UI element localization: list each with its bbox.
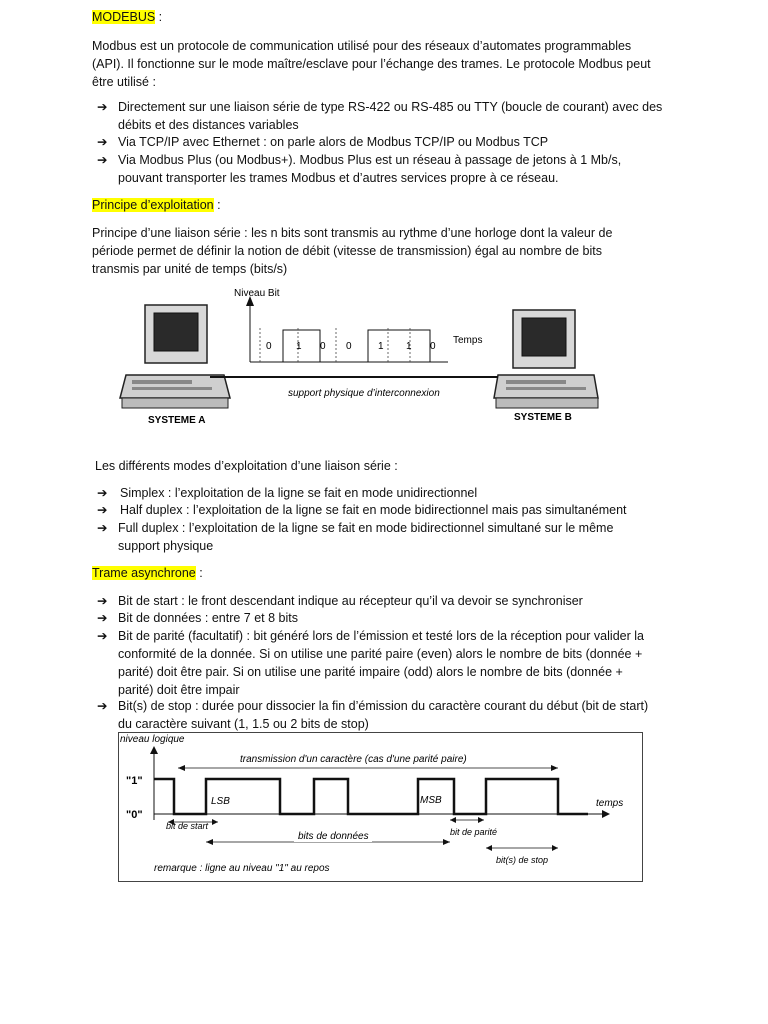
trame-bit-stop (118, 697, 688, 733)
principe-line-3: transmis par unité de temps (bits/s) (92, 262, 288, 276)
modbus-heading (92, 8, 162, 26)
arrow-bullet-icon: ➔ (97, 503, 108, 517)
bits-donnees-label: bits de données (298, 831, 369, 842)
trame-bit-stop-line-1: Bit(s) de stop : durée pour dissocier la fin d’émission du caractère courant du début (bit de start) (118, 699, 649, 713)
arrow-bullet-icon: ➔ (97, 153, 108, 167)
system-a-label: SYSTEME A (148, 415, 206, 426)
intro-line-1: Modbus est un protocole de communication utilisé pour des réseaux d’automates programmables (92, 39, 632, 53)
async-frame-diagram (118, 732, 644, 884)
bit-value: 0 (346, 341, 352, 352)
computer-a-icon (120, 305, 230, 408)
principe-line-1: Principe d’une liaison série : les n bits sont transmis au rythme d’une horloge dont la valeur de (92, 226, 613, 240)
arrow-bullet-icon: ➔ (97, 594, 108, 608)
trame-bit-stop-line-2: du caractère suivant (1, 1.5 ou 2 bits de stop) (118, 717, 369, 731)
bit-value: 1 (378, 341, 384, 352)
bullet-modbus-plus-line-2: pouvant transporter les trames Modbus et d’autres services propre à ce réseau. (118, 171, 559, 185)
temps-label: temps (596, 798, 624, 809)
niveau-bit-label: Niveau Bit (234, 288, 280, 299)
arrow-bullet-icon: ➔ (97, 699, 108, 713)
bit-parite-label: bit de parité (450, 827, 498, 837)
bullet-tcp: Via TCP/IP avec Ethernet : on parle alors de Modbus TCP/IP ou Modbus TCP (118, 135, 549, 149)
trame-bit-donnees: Bit de données : entre 7 et 8 bits (118, 611, 298, 625)
principe-title-colon: : (213, 198, 221, 212)
niveau-logique-label: niveau logique (120, 734, 185, 745)
transmission-label: transmission d'un caractère (cas d'une parité paire) (240, 754, 467, 765)
trame-bit-parite-line-1: Bit de parité (facultatif) : bit généré lors de l’émission et testé lors de la réception pour valider la (118, 629, 644, 643)
bit-value: 1 (296, 341, 302, 352)
principe-text (92, 224, 692, 278)
bullet-rs485 (118, 98, 678, 134)
modbus-intro (92, 37, 692, 91)
support-label: support physique d’interconnexion (288, 388, 440, 399)
trame-bit-parite-line-2: conformité de la donnée. Si on utilise une parité paire (even) alors le nombre de bits (donnée + (118, 647, 643, 661)
bullet-rs485-line-1: Directement sur une liaison série de type RS-422 ou RS-485 ou TTY (boucle de courant) avec des (118, 100, 663, 114)
remark-label: remarque : ligne au niveau "1" au repos (154, 863, 330, 874)
arrow-bullet-icon: ➔ (97, 486, 108, 500)
trame-bit-parite-line-3: parité) doit être pair. Si on utilise une parité impaire (odd) alors le nombre de bits (donnée + (118, 665, 623, 679)
level-1-label: "1" (126, 775, 143, 787)
intro-line-2: (API). Il fonctionne sur le mode maître/esclave pour l’échange des trames. Le protocole Modbus peut (92, 57, 651, 71)
principe-heading (92, 196, 221, 214)
level-0-label: "0" (126, 809, 143, 821)
intro-line-3: être utilisé : (92, 75, 156, 89)
arrow-bullet-icon: ➔ (97, 611, 108, 625)
temps-label: Temps (453, 335, 483, 346)
arrow-bullet-icon: ➔ (97, 521, 108, 535)
trame-bit-start: Bit de start : le front descendant indique au récepteur qu’il va devoir se synchroniser (118, 594, 583, 608)
modbus-title: MODEBUS (92, 10, 156, 24)
bit-value: 0 (266, 341, 272, 352)
lsb-label: LSB (211, 796, 230, 807)
mode-half-duplex: Half duplex : l’exploitation de la ligne se fait en mode bidirectionnel mais pas simultanément (120, 503, 627, 517)
bits-stop-label: bit(s) de stop (496, 855, 549, 865)
principe-line-2: période permet de définir la notion de débit (vitesse de transmission) égal au nombre de bits (92, 244, 603, 258)
computer-b-icon (494, 310, 598, 408)
msb-label: MSB (420, 795, 442, 806)
serial-link-diagram (110, 280, 610, 430)
bullet-modbus-plus (118, 151, 678, 187)
bit-start-label: bit de start (166, 821, 209, 831)
modbus-title-colon: : (155, 10, 163, 24)
arrow-bullet-icon: ➔ (97, 629, 108, 643)
trame-heading (92, 564, 203, 582)
mode-simplex: Simplex : l’exploitation de la ligne se fait en mode unidirectionnel (120, 486, 478, 500)
bullet-modbus-plus-line-1: Via Modbus Plus (ou Modbus+). Modbus Plus est un réseau à passage de jetons à 1 Mb/s, (118, 153, 622, 167)
system-b-label: SYSTEME B (514, 412, 572, 423)
mode-full-duplex (118, 519, 678, 555)
bit-value: 1 (406, 341, 412, 352)
bit-value: 0 (430, 341, 436, 352)
arrow-bullet-icon: ➔ (97, 100, 108, 114)
bit-values (266, 341, 436, 352)
arrow-bullet-icon: ➔ (97, 135, 108, 149)
principe-title: Principe d’exploitation (92, 198, 214, 212)
trame-title-colon: : (195, 566, 203, 580)
trame-bit-parite (118, 627, 688, 699)
mode-full-duplex-line-2: support physique (118, 539, 214, 553)
mode-full-duplex-line-1: Full duplex : l’exploitation de la ligne se fait en mode bidirectionnel simultané sur le même (118, 521, 614, 535)
trame-bit-parite-line-4: parité) doit être impair (118, 683, 240, 697)
modes-intro: Les différents modes d’exploitation d’une liaison série : (95, 459, 398, 473)
trame-title: Trame asynchrone (92, 566, 196, 580)
bullet-rs485-line-2: débits et des distances variables (118, 118, 299, 132)
bit-value: 0 (320, 341, 326, 352)
